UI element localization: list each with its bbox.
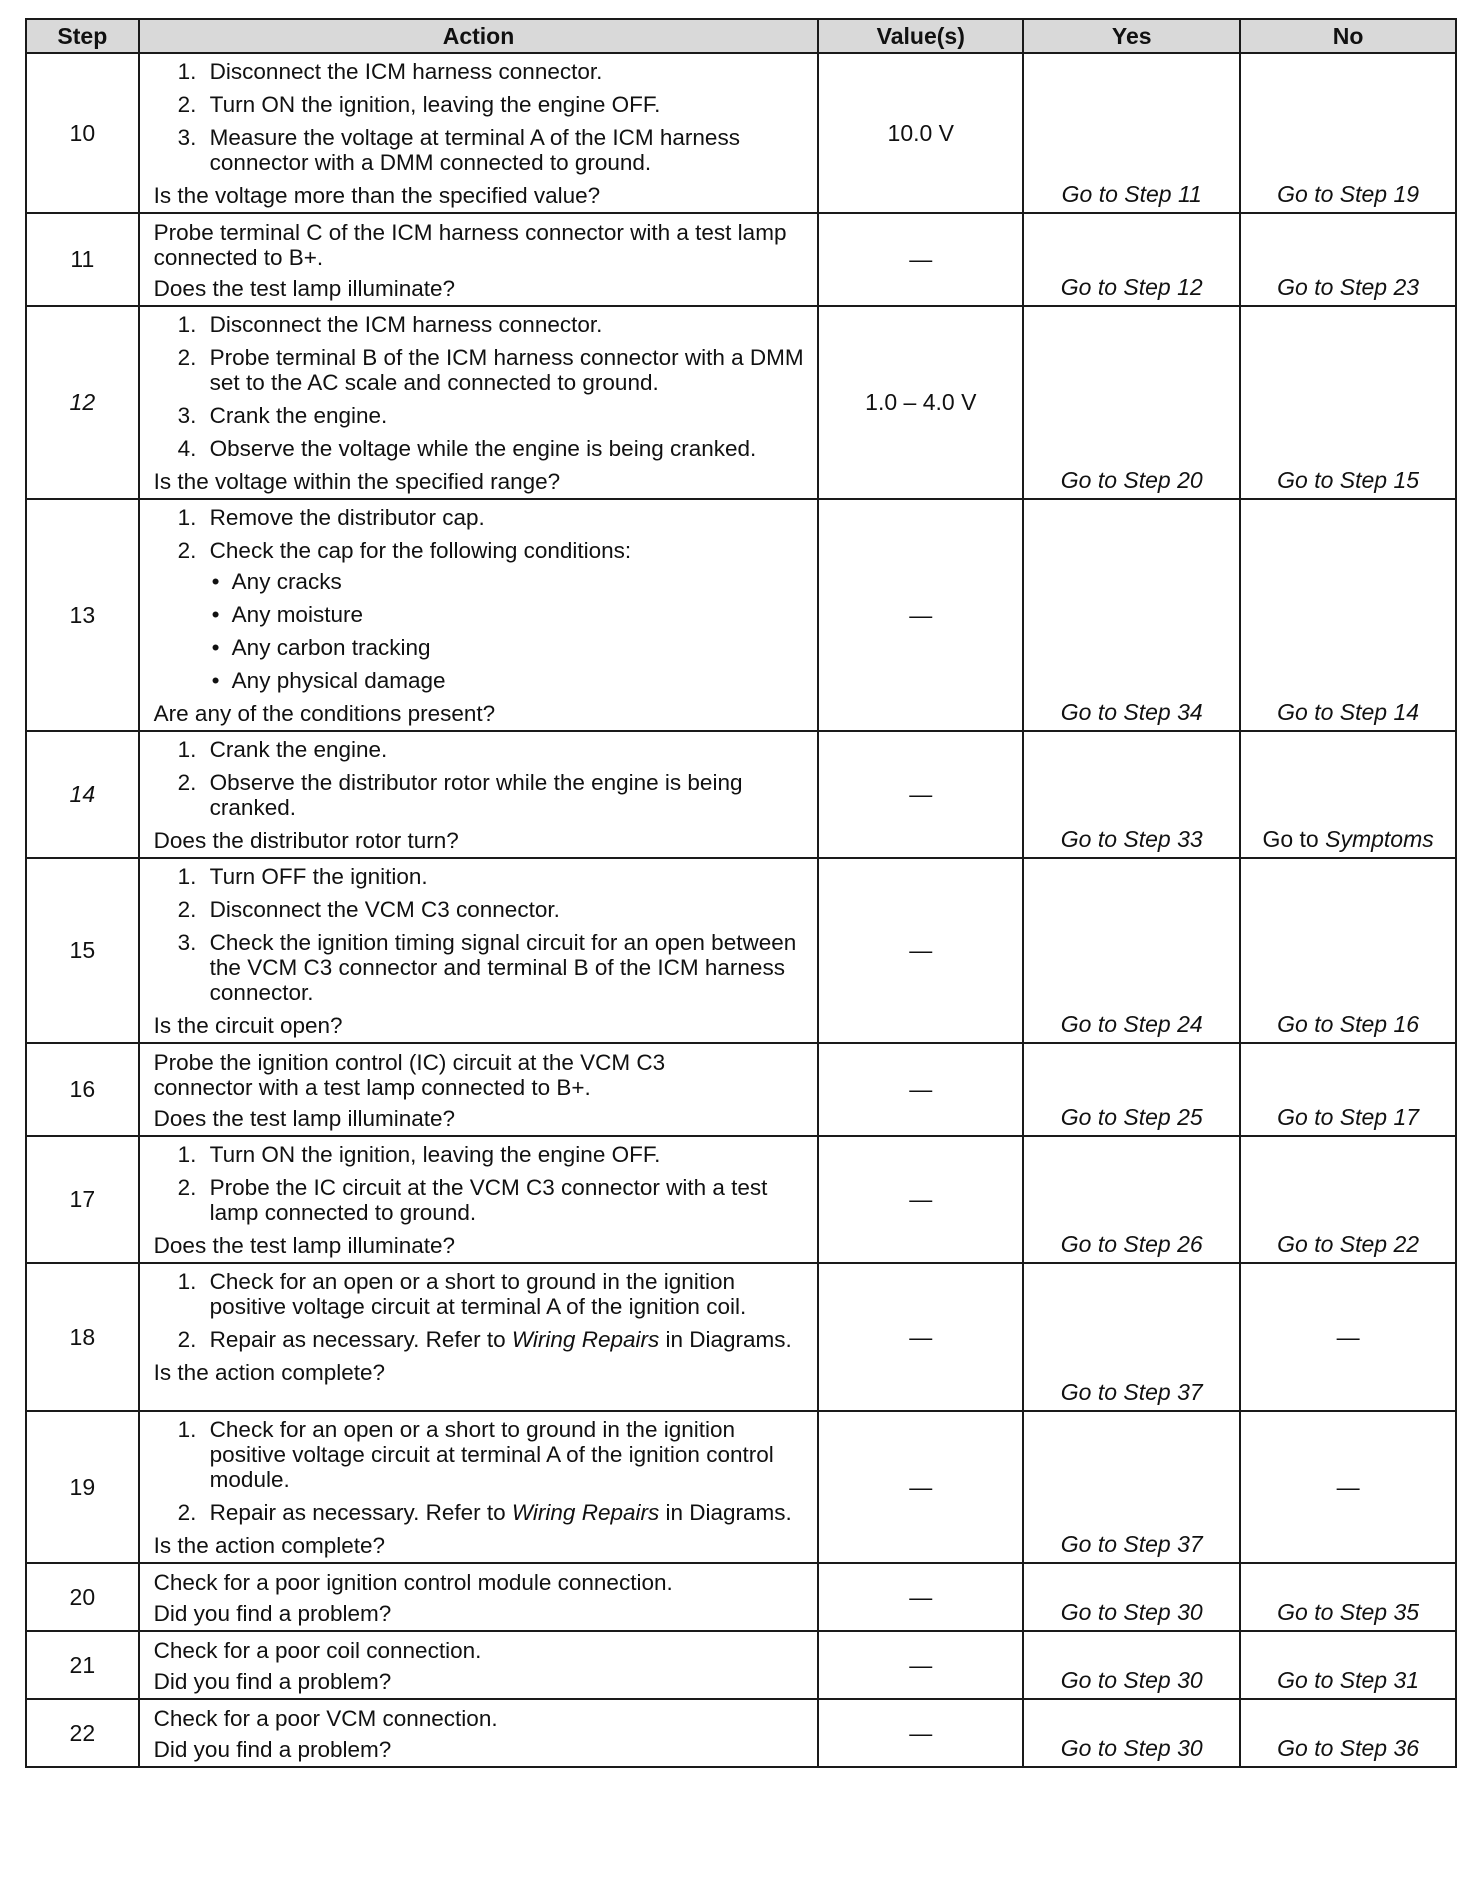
table-row xyxy=(26,1136,1456,1263)
action-cell: 1. Disconnect the ICM harness connector. 2. Probe terminal B of the ICM harness connector with a DMM set to the AC scale and connected to ground. 3. Crank the engine. 4. Observe the voltage while the engine is being cranked. Is the voltage within the specified range? xyxy=(139,306,819,499)
action-cell: 1. Check for an open or a short to ground in the ignition positive voltage circuit at terminal A of the ignition control module. 2. Repair as necessary. Refer to Wiring Repairs in Diagrams. Is the action complete? xyxy=(139,1411,819,1563)
no-cell: Go to Step 14 xyxy=(1240,499,1456,731)
action-cell: 1. Check for an open or a short to ground in the ignition positive voltage circuit at terminal A of the ignition coil. 2. Repair as necessary. Refer to Wiring Repairs in Diagrams. Is the action complete? xyxy=(139,1263,819,1411)
action-item: Turn ON the ignition, leaving the engine OFF. xyxy=(209,92,661,117)
step-number: 14 xyxy=(26,731,139,858)
action-item: Turn ON the ignition, leaving the engine OFF. xyxy=(209,1142,661,1167)
action-text: Probe the ignition control (IC) circuit at the VCM C3 connector with a test lamp connected to B+. xyxy=(153,1050,666,1100)
step-number: 11 xyxy=(26,213,139,306)
no-cell: Go to Step 23 xyxy=(1240,213,1456,306)
yes-cell: Go to Step 33 xyxy=(1023,731,1240,858)
action-question: Is the circuit open? xyxy=(153,1013,343,1038)
value-cell: — xyxy=(818,213,1023,306)
bullet-item: Any cracks xyxy=(231,569,342,594)
table-row xyxy=(26,1631,1456,1699)
step-number: 22 xyxy=(26,1699,139,1767)
no-cell: Go to Step 15 xyxy=(1240,306,1456,499)
action-item: Measure the voltage at terminal A of the ICM harness connector with a DMM connected to ground. xyxy=(209,125,740,175)
action-item: Check for an open or a short to ground in the ignition positive voltage circuit at terminal A of the ignition control module. xyxy=(209,1417,774,1492)
action-question: Does the test lamp illuminate? xyxy=(153,1233,456,1258)
step-number: 21 xyxy=(26,1631,139,1699)
action-item-post: in Diagrams. xyxy=(659,1500,792,1525)
yes-cell: Go to Step 34 xyxy=(1023,499,1240,731)
action-question: Is the voltage more than the specified value? xyxy=(153,183,601,208)
header-values: Value(s) xyxy=(818,19,1023,53)
no-cell: Go to Step 17 xyxy=(1240,1043,1456,1136)
action-text: Check for a poor coil connection. xyxy=(153,1638,482,1663)
action-item: Probe the IC circuit at the VCM C3 connector with a test lamp connected to ground. xyxy=(209,1175,768,1225)
step-number: 18 xyxy=(26,1263,139,1411)
action-question: Are any of the conditions present? xyxy=(153,701,496,726)
yes-cell: Go to Step 37 xyxy=(1023,1263,1240,1411)
table-row xyxy=(26,499,1456,731)
wiring-repairs-ref: Wiring Repairs xyxy=(511,1327,660,1352)
action-item: Turn OFF the ignition. xyxy=(209,864,428,889)
no-prefix: Go to xyxy=(1262,826,1319,852)
step-number: 20 xyxy=(26,1563,139,1631)
header-no: No xyxy=(1240,19,1456,53)
action-item: Check for an open or a short to ground in the ignition positive voltage circuit at terminal A of the ignition coil. xyxy=(209,1269,747,1319)
action-item: Probe terminal B of the ICM harness connector with a DMM set to the AC scale and connected to ground. xyxy=(209,345,804,395)
table-row xyxy=(26,1043,1456,1136)
action-cell xyxy=(139,1043,819,1136)
action-text: Check for a poor ignition control module connection. xyxy=(153,1570,673,1595)
no-cell xyxy=(1240,731,1456,858)
value-cell: — xyxy=(818,731,1023,858)
bullet-item: Any carbon tracking xyxy=(231,635,431,660)
action-cell: 1. Turn ON the ignition, leaving the engine OFF. 2. Probe the IC circuit at the VCM C3 connector with a test lamp connected to ground. Does the test lamp illuminate? xyxy=(139,1136,819,1263)
action-question: Does the test lamp illuminate? xyxy=(153,1106,456,1131)
value-cell: 10.0 V xyxy=(818,53,1023,213)
action-text: Probe terminal C of the ICM harness connector with a test lamp connected to B+. xyxy=(153,220,787,270)
bullet-item: Any physical damage xyxy=(231,668,446,693)
value-cell: — xyxy=(818,1263,1023,1411)
action-cell xyxy=(139,213,819,306)
yes-cell: Go to Step 30 xyxy=(1023,1699,1240,1767)
action-question: Is the action complete? xyxy=(153,1360,386,1385)
no-cell: Go to Step 31 xyxy=(1240,1631,1456,1699)
action-item: Check the cap for the following conditions: xyxy=(209,538,632,563)
yes-cell: Go to Step 11 xyxy=(1023,53,1240,213)
action-question: Is the voltage within the specified range? xyxy=(153,469,561,494)
table-row xyxy=(26,1699,1456,1767)
no-cell: Go to Step 22 xyxy=(1240,1136,1456,1263)
action-item: Check the ignition timing signal circuit for an open between the VCM C3 connector and terminal B of the ICM harness connector. xyxy=(209,930,797,1005)
no-cell: Go to Step 19 xyxy=(1240,53,1456,213)
yes-cell: Go to Step 30 xyxy=(1023,1563,1240,1631)
action-item-post: in Diagrams. xyxy=(659,1327,792,1352)
yes-cell: Go to Step 26 xyxy=(1023,1136,1240,1263)
action-item: Crank the engine. xyxy=(209,737,388,762)
step-number: 12 xyxy=(26,306,139,499)
diagnostic-table xyxy=(25,18,1457,1768)
header-row xyxy=(26,19,1456,53)
yes-cell: Go to Step 20 xyxy=(1023,306,1240,499)
table-row xyxy=(26,1263,1456,1411)
no-cell: — xyxy=(1240,1263,1456,1411)
header-yes: Yes xyxy=(1023,19,1240,53)
header-step: Step xyxy=(26,19,139,53)
action-cell: 1. Turn OFF the ignition. 2. Disconnect the VCM C3 connector. 3. Check the ignition timing signal circuit for an open between the VCM C3 connector and terminal B of the ICM harness connector. Is the circuit open? xyxy=(139,858,819,1043)
action-cell: 1. Crank the engine. 2. Observe the distributor rotor while the engine is being cranked. Does the distributor rotor turn? xyxy=(139,731,819,858)
action-cell: 1. Disconnect the ICM harness connector. 2. Turn ON the ignition, leaving the engine OFF. 3. Measure the voltage at terminal A of the ICM harness connector with a DMM connected to ground. Is the voltage more than the specified value? xyxy=(139,53,819,213)
action-item-pre: Repair as necessary. Refer to xyxy=(209,1500,512,1525)
action-cell: 1. Remove the distributor cap. 2. Check the cap for the following conditions: • Any cracks • Any moisture • Any carbon tracking • Any physical damage Are any of the conditions present? xyxy=(139,499,819,731)
wiring-repairs-ref: Wiring Repairs xyxy=(511,1500,660,1525)
action-item-pre: Repair as necessary. Refer to xyxy=(209,1327,512,1352)
yes-cell: Go to Step 37 xyxy=(1023,1411,1240,1563)
step-number: 17 xyxy=(26,1136,139,1263)
no-cell: Go to Step 35 xyxy=(1240,1563,1456,1631)
action-question: Is the action complete? xyxy=(153,1533,386,1558)
action-question: Does the distributor rotor turn? xyxy=(153,828,459,853)
yes-cell: Go to Step 30 xyxy=(1023,1631,1240,1699)
table-row xyxy=(26,1411,1456,1563)
bullet-item: Any moisture xyxy=(231,602,363,627)
value-cell: — xyxy=(818,1631,1023,1699)
action-item: Crank the engine. xyxy=(209,403,388,428)
table-row xyxy=(26,306,1456,499)
action-question: Did you find a problem? xyxy=(153,1601,392,1626)
yes-cell: Go to Step 24 xyxy=(1023,858,1240,1043)
step-number: 16 xyxy=(26,1043,139,1136)
symptoms-link: Symptoms xyxy=(1325,826,1434,852)
action-item: Disconnect the ICM harness connector. xyxy=(209,59,603,84)
value-cell: — xyxy=(818,1136,1023,1263)
value-cell: — xyxy=(818,499,1023,731)
step-number: 15 xyxy=(26,858,139,1043)
action-item: Disconnect the VCM C3 connector. xyxy=(209,897,560,922)
value-cell: — xyxy=(818,1699,1023,1767)
table-row xyxy=(26,858,1456,1043)
table-row xyxy=(26,1563,1456,1631)
yes-cell: Go to Step 25 xyxy=(1023,1043,1240,1136)
action-question: Does the test lamp illuminate? xyxy=(153,276,456,301)
yes-cell: Go to Step 12 xyxy=(1023,213,1240,306)
value-cell: — xyxy=(818,1411,1023,1563)
action-cell xyxy=(139,1699,819,1767)
value-cell: — xyxy=(818,1043,1023,1136)
table-row xyxy=(26,213,1456,306)
step-number: 13 xyxy=(26,499,139,731)
no-cell: Go to Step 16 xyxy=(1240,858,1456,1043)
action-item: Disconnect the ICM harness connector. xyxy=(209,312,603,337)
action-item: Remove the distributor cap. xyxy=(209,505,485,530)
step-number: 19 xyxy=(26,1411,139,1563)
action-item: Observe the distributor rotor while the engine is being cranked. xyxy=(209,770,743,820)
step-number: 10 xyxy=(26,53,139,213)
action-question: Did you find a problem? xyxy=(153,1669,392,1694)
action-cell xyxy=(139,1563,819,1631)
value-cell: — xyxy=(818,858,1023,1043)
header-action: Action xyxy=(139,19,819,53)
no-cell: — xyxy=(1240,1411,1456,1563)
action-cell xyxy=(139,1631,819,1699)
no-cell: Go to Step 36 xyxy=(1240,1699,1456,1767)
value-cell: 1.0 – 4.0 V xyxy=(818,306,1023,499)
table-row xyxy=(26,731,1456,858)
action-question: Did you find a problem? xyxy=(153,1737,392,1762)
value-cell: — xyxy=(818,1563,1023,1631)
table-row xyxy=(26,53,1456,213)
action-item: Observe the voltage while the engine is being cranked. xyxy=(209,436,757,461)
action-text: Check for a poor VCM connection. xyxy=(153,1706,498,1731)
